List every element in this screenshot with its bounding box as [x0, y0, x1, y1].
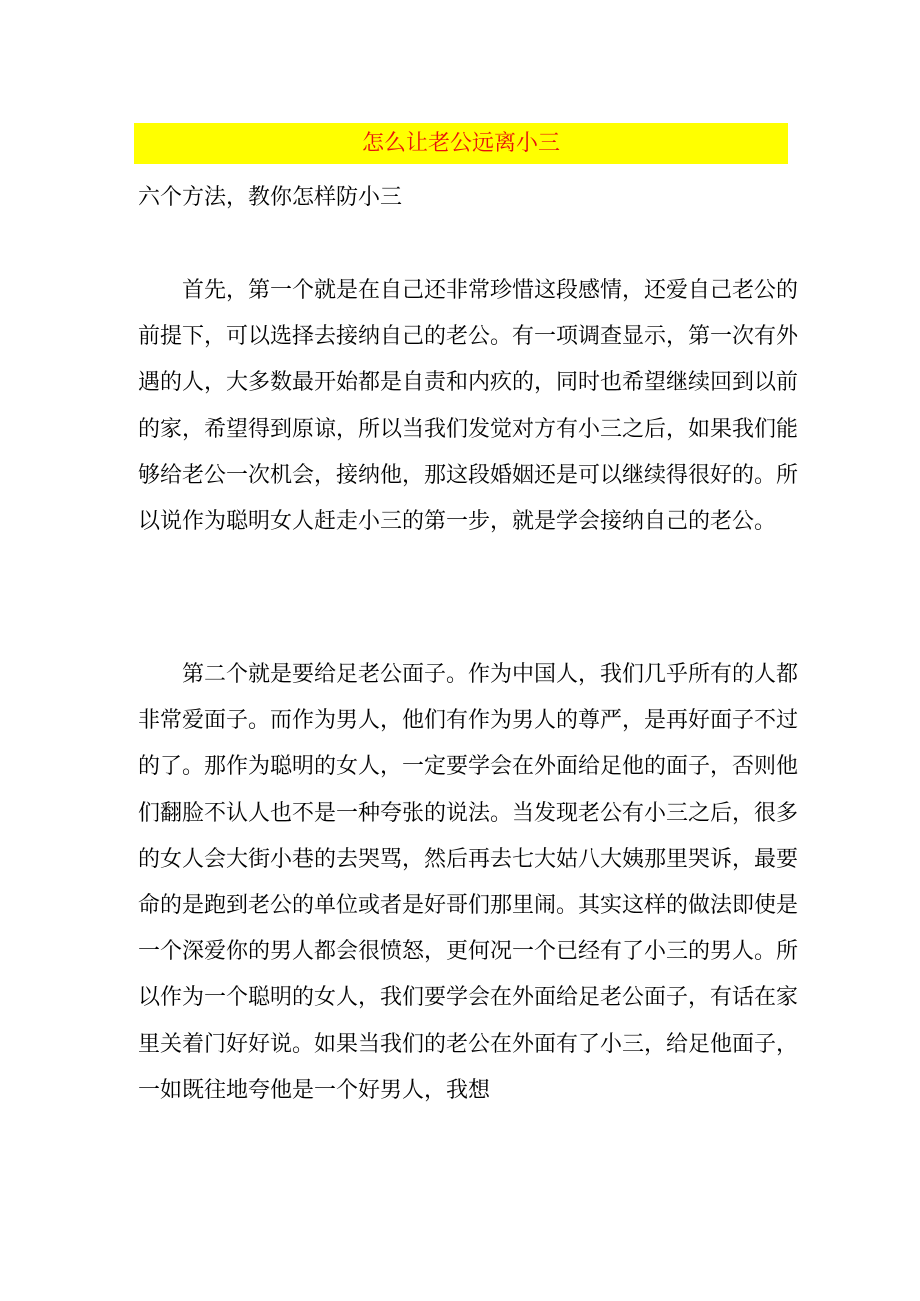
document-title: 怎么让老公远离小三	[134, 123, 788, 164]
document-subtitle: 六个方法，教你怎样防小三	[138, 185, 403, 210]
paragraph-2: 第二个就是要给足老公面子。作为中国人，我们几乎所有的人都非常爱面子。而作为男人，他们有作为男人的尊严，是再好面子不过的了。那作为聪明的女人，一定要学会在外面给足他的面子，否则他们翻脸不认人也不是一种夸张的说法。当发现老公有小三之后，很多的女人会大街小巷的去哭骂，然后再去七大姑八大姨那里哭诉，最要命的是跑到老公的单位或者是好哥们那里闹。其实这样的做法即使是一个深爱你的男人都会很愤怒，更何况一个已经有了小三的男人。所以作为一个聪明的女人，我们要学会在外面给足老公面子，有话在家里关着门好好说。如果当我们的老公在外面有了小三，给足他面子，一如既往地夸他是一个好男人，我想	[138, 662, 799, 1103]
paragraph-1: 首先，第一个就是在自己还非常珍惜这段感情，还爱自己老公的前提下，可以选择去接纳自己的老公。有一项调查显示，第一次有外遇的人，大多数最开始都是自责和内疚的，同时也希望继续回到以前的家，希望得到原谅，所以当我们发觉对方有小三之后，如果我们能够给老公一次机会，接纳他，那这段婚姻还是可以继续得很好的。所以说作为聪明女人赶走小三的第一步，就是学会接纳自己的老公。	[138, 278, 799, 535]
